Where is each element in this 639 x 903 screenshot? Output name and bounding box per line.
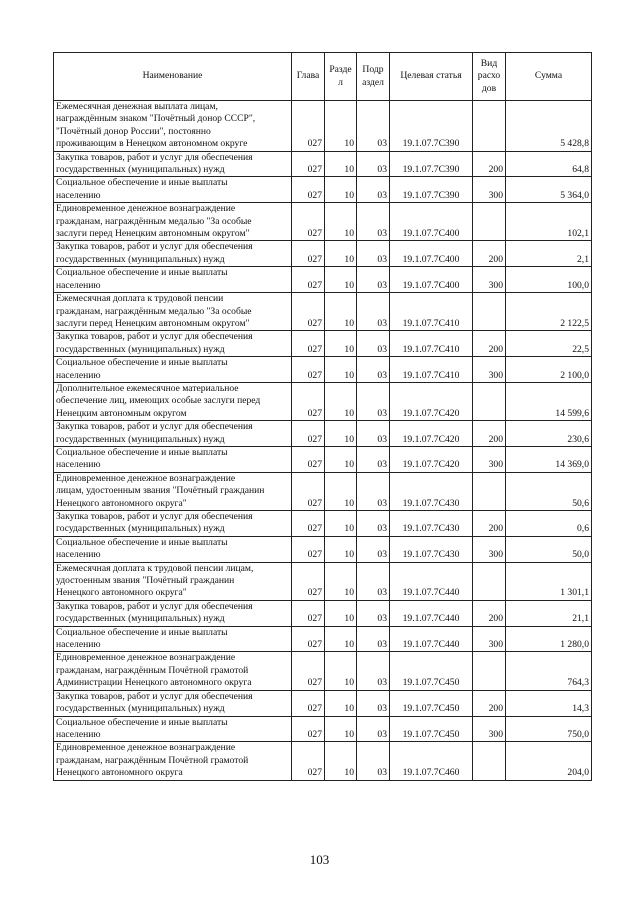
name-line: Закупка товаров, работ и услуг для обеспечения bbox=[56, 151, 253, 163]
cell-podrazdel: 03 bbox=[357, 203, 390, 241]
table-row bbox=[54, 652, 592, 690]
cell-name bbox=[54, 690, 292, 716]
name-line: Закупка товаров, работ и услуг для обеспечения bbox=[56, 241, 253, 253]
name-line: населению bbox=[56, 549, 101, 561]
cell-sum: 0,6 bbox=[506, 511, 592, 537]
cell-sum: 230,6 bbox=[506, 421, 592, 447]
cell-name bbox=[54, 382, 292, 420]
name-line: Ежемесячная денежная выплата лицам, bbox=[56, 101, 218, 112]
name-line: Единовременное денежное вознаграждение bbox=[56, 203, 236, 215]
cell-glava: 027 bbox=[292, 626, 325, 652]
name-line: государственных (муниципальных) нужд bbox=[56, 613, 225, 625]
table-row bbox=[54, 626, 592, 652]
cell-name bbox=[54, 562, 292, 600]
name-line: гражданам, награждённым Почётной грамотой bbox=[56, 664, 249, 676]
cell-glava: 027 bbox=[292, 382, 325, 420]
cell-razdel: 10 bbox=[325, 600, 357, 626]
cell-name bbox=[54, 241, 292, 267]
table-row bbox=[54, 267, 592, 293]
cell-sum: 750,0 bbox=[506, 716, 592, 742]
cell-name bbox=[54, 267, 292, 293]
cell-razdel: 10 bbox=[325, 472, 357, 510]
cell-glava: 027 bbox=[292, 690, 325, 716]
cell-razdel: 10 bbox=[325, 267, 357, 293]
cell-sum: 2 122,5 bbox=[506, 293, 592, 331]
cell-sum: 764,3 bbox=[506, 652, 592, 690]
cell-target: 19.1.07.7С390 bbox=[390, 177, 473, 203]
cell-target: 19.1.07.7С450 bbox=[390, 652, 473, 690]
name-line: Социальное обеспечение и иные выплаты bbox=[56, 446, 228, 458]
name-line: Закупка товаров, работ и услуг для обеспечения bbox=[56, 421, 253, 433]
name-line: проживающим в Ненецком автономном округе bbox=[56, 138, 248, 150]
cell-podrazdel: 03 bbox=[357, 382, 390, 420]
table-row bbox=[54, 293, 592, 331]
cell-razdel: 10 bbox=[325, 151, 357, 177]
table-row bbox=[54, 382, 592, 420]
cell-sum: 21,1 bbox=[506, 600, 592, 626]
table-row bbox=[54, 536, 592, 562]
cell-glava: 027 bbox=[292, 472, 325, 510]
cell-glava: 027 bbox=[292, 357, 325, 383]
cell-podrazdel: 03 bbox=[357, 690, 390, 716]
cell-target: 19.1.07.7С440 bbox=[390, 626, 473, 652]
cell-razdel: 10 bbox=[325, 203, 357, 241]
cell-podrazdel: 03 bbox=[357, 357, 390, 383]
name-line: Ежемесячная доплата к трудовой пенсии bbox=[56, 293, 224, 305]
name-line: Единовременное денежное вознаграждение bbox=[56, 742, 236, 754]
name-line: населению bbox=[56, 459, 101, 471]
cell-vid: 300 bbox=[473, 177, 506, 203]
cell-glava: 027 bbox=[292, 203, 325, 241]
cell-glava: 027 bbox=[292, 652, 325, 690]
cell-sum: 1 280,0 bbox=[506, 626, 592, 652]
cell-glava: 027 bbox=[292, 101, 325, 152]
cell-podrazdel: 03 bbox=[357, 421, 390, 447]
cell-name bbox=[54, 716, 292, 742]
name-line: государственных (муниципальных) нужд bbox=[56, 433, 225, 445]
header-podrazdel: Подр аздел bbox=[357, 53, 390, 101]
cell-podrazdel: 03 bbox=[357, 652, 390, 690]
cell-target: 19.1.07.7С410 bbox=[390, 331, 473, 357]
cell-sum: 100,0 bbox=[506, 267, 592, 293]
cell-target: 19.1.07.7С460 bbox=[390, 742, 473, 780]
name-line: Ежемесячная доплата к трудовой пенсии лицам, bbox=[56, 562, 254, 574]
cell-glava: 027 bbox=[292, 716, 325, 742]
cell-name bbox=[54, 652, 292, 690]
cell-razdel: 10 bbox=[325, 101, 357, 152]
cell-vid: 300 bbox=[473, 267, 506, 293]
header-razdel: Разде л bbox=[325, 53, 357, 101]
cell-razdel: 10 bbox=[325, 742, 357, 780]
name-line: государственных (муниципальных) нужд bbox=[56, 523, 225, 535]
name-line: населению bbox=[56, 279, 101, 291]
name-line: Ненецкого автономного округа" bbox=[56, 587, 187, 599]
name-line: государственных (муниципальных) нужд bbox=[56, 253, 225, 265]
cell-vid bbox=[473, 203, 506, 241]
cell-vid: 200 bbox=[473, 241, 506, 267]
cell-razdel: 10 bbox=[325, 511, 357, 537]
table-body bbox=[54, 101, 592, 781]
cell-name bbox=[54, 421, 292, 447]
cell-glava: 027 bbox=[292, 177, 325, 203]
cell-razdel: 10 bbox=[325, 652, 357, 690]
cell-glava: 027 bbox=[292, 151, 325, 177]
cell-sum: 50,0 bbox=[506, 536, 592, 562]
cell-vid: 300 bbox=[473, 357, 506, 383]
cell-vid bbox=[473, 562, 506, 600]
cell-podrazdel: 03 bbox=[357, 151, 390, 177]
header-target: Целевая статья bbox=[390, 53, 473, 101]
table-row bbox=[54, 472, 592, 510]
cell-name bbox=[54, 331, 292, 357]
name-line: населению bbox=[56, 189, 101, 201]
cell-razdel: 10 bbox=[325, 177, 357, 203]
cell-vid bbox=[473, 742, 506, 780]
name-line: Единовременное денежное вознаграждение bbox=[56, 652, 236, 664]
table-row bbox=[54, 203, 592, 241]
cell-name bbox=[54, 151, 292, 177]
name-line: населению bbox=[56, 728, 101, 740]
name-line: Закупка товаров, работ и услуг для обеспечения bbox=[56, 511, 253, 522]
cell-name bbox=[54, 101, 292, 152]
table-row bbox=[54, 331, 592, 357]
name-line: "Почётный донор России", постоянно bbox=[56, 125, 211, 137]
cell-target: 19.1.07.7С430 bbox=[390, 536, 473, 562]
table-row bbox=[54, 177, 592, 203]
cell-podrazdel: 03 bbox=[357, 626, 390, 652]
cell-sum: 5 364,0 bbox=[506, 177, 592, 203]
table-header-row bbox=[54, 53, 592, 101]
cell-razdel: 10 bbox=[325, 562, 357, 600]
name-line: гражданам, награждённым медалью "За особые bbox=[56, 215, 252, 227]
cell-sum: 14 369,0 bbox=[506, 446, 592, 472]
cell-glava: 027 bbox=[292, 267, 325, 293]
name-line: награждённым знаком "Почётный донор СССР", bbox=[56, 113, 256, 125]
cell-podrazdel: 03 bbox=[357, 241, 390, 267]
cell-glava: 027 bbox=[292, 562, 325, 600]
cell-vid bbox=[473, 472, 506, 510]
cell-razdel: 10 bbox=[325, 382, 357, 420]
cell-target: 19.1.07.7С390 bbox=[390, 151, 473, 177]
cell-podrazdel: 03 bbox=[357, 742, 390, 780]
cell-target: 19.1.07.7С410 bbox=[390, 357, 473, 383]
cell-name bbox=[54, 600, 292, 626]
name-line: Закупка товаров, работ и услуг для обеспечения bbox=[56, 690, 253, 702]
cell-glava: 027 bbox=[292, 446, 325, 472]
cell-podrazdel: 03 bbox=[357, 562, 390, 600]
cell-sum: 64,8 bbox=[506, 151, 592, 177]
cell-vid: 200 bbox=[473, 331, 506, 357]
cell-podrazdel: 03 bbox=[357, 600, 390, 626]
header-glava: Глава bbox=[292, 53, 325, 101]
table-row bbox=[54, 357, 592, 383]
name-line: гражданам, награждённым медалью "За особые bbox=[56, 305, 252, 317]
cell-target: 19.1.07.7С420 bbox=[390, 382, 473, 420]
cell-podrazdel: 03 bbox=[357, 716, 390, 742]
name-line: государственных (муниципальных) нужд bbox=[56, 703, 225, 715]
cell-razdel: 10 bbox=[325, 293, 357, 331]
cell-target: 19.1.07.7С420 bbox=[390, 421, 473, 447]
cell-podrazdel: 03 bbox=[357, 472, 390, 510]
cell-podrazdel: 03 bbox=[357, 293, 390, 331]
cell-glava: 027 bbox=[292, 241, 325, 267]
cell-sum: 50,6 bbox=[506, 472, 592, 510]
cell-target: 19.1.07.7С440 bbox=[390, 562, 473, 600]
name-line: Социальное обеспечение и иные выплаты bbox=[56, 536, 228, 548]
table-row bbox=[54, 511, 592, 537]
cell-sum: 102,1 bbox=[506, 203, 592, 241]
cell-podrazdel: 03 bbox=[357, 536, 390, 562]
cell-vid: 200 bbox=[473, 690, 506, 716]
name-line: Социальное обеспечение и иные выплаты bbox=[56, 267, 228, 279]
table-row bbox=[54, 562, 592, 600]
cell-name bbox=[54, 742, 292, 780]
cell-podrazdel: 03 bbox=[357, 331, 390, 357]
cell-glava: 027 bbox=[292, 293, 325, 331]
header-name: Наименование bbox=[54, 53, 292, 101]
table-row bbox=[54, 421, 592, 447]
cell-sum: 2 100,0 bbox=[506, 357, 592, 383]
cell-razdel: 10 bbox=[325, 446, 357, 472]
name-line: Закупка товаров, работ и услуг для обеспечения bbox=[56, 600, 253, 612]
cell-razdel: 10 bbox=[325, 357, 357, 383]
name-line: населению bbox=[56, 369, 101, 381]
cell-sum: 2,1 bbox=[506, 241, 592, 267]
cell-sum: 1 301,1 bbox=[506, 562, 592, 600]
cell-vid bbox=[473, 382, 506, 420]
name-line: заслуги перед Ненецким автономным округом" bbox=[56, 317, 250, 329]
name-line: Дополнительное ежемесячное материальное bbox=[56, 382, 239, 394]
cell-vid bbox=[473, 652, 506, 690]
table-row bbox=[54, 742, 592, 780]
cell-target: 19.1.07.7С400 bbox=[390, 203, 473, 241]
cell-razdel: 10 bbox=[325, 716, 357, 742]
cell-target: 19.1.07.7С430 bbox=[390, 472, 473, 510]
table-row bbox=[54, 101, 592, 152]
cell-target: 19.1.07.7С450 bbox=[390, 690, 473, 716]
cell-razdel: 10 bbox=[325, 690, 357, 716]
cell-vid: 300 bbox=[473, 626, 506, 652]
name-line: Закупка товаров, работ и услуг для обеспечения bbox=[56, 331, 253, 343]
name-line: Социальное обеспечение и иные выплаты bbox=[56, 357, 228, 369]
cell-podrazdel: 03 bbox=[357, 177, 390, 203]
table-row bbox=[54, 446, 592, 472]
cell-target: 19.1.07.7С410 bbox=[390, 293, 473, 331]
cell-podrazdel: 03 bbox=[357, 267, 390, 293]
cell-name bbox=[54, 446, 292, 472]
cell-razdel: 10 bbox=[325, 241, 357, 267]
name-line: Ненецким автономным округом bbox=[56, 407, 187, 419]
cell-vid: 300 bbox=[473, 446, 506, 472]
table-row bbox=[54, 241, 592, 267]
cell-vid: 200 bbox=[473, 421, 506, 447]
cell-glava: 027 bbox=[292, 421, 325, 447]
name-line: Социальное обеспечение и иные выплаты bbox=[56, 177, 228, 189]
name-line: государственных (муниципальных) нужд bbox=[56, 164, 225, 176]
name-line: гражданам, награждённым Почётной грамотой bbox=[56, 754, 249, 766]
cell-name bbox=[54, 472, 292, 510]
name-line: удостоенным звания "Почётный гражданин bbox=[56, 575, 235, 587]
cell-sum: 204,0 bbox=[506, 742, 592, 780]
cell-target: 19.1.07.7С440 bbox=[390, 600, 473, 626]
cell-razdel: 10 bbox=[325, 536, 357, 562]
cell-target: 19.1.07.7С400 bbox=[390, 241, 473, 267]
cell-sum: 14,3 bbox=[506, 690, 592, 716]
cell-name bbox=[54, 511, 292, 537]
cell-podrazdel: 03 bbox=[357, 511, 390, 537]
cell-name bbox=[54, 536, 292, 562]
cell-glava: 027 bbox=[292, 742, 325, 780]
name-line: Единовременное денежное вознаграждение bbox=[56, 472, 236, 484]
name-line: Социальное обеспечение и иные выплаты bbox=[56, 716, 228, 728]
header-sum: Сумма bbox=[506, 53, 592, 101]
cell-target: 19.1.07.7С420 bbox=[390, 446, 473, 472]
name-line: лицам, удостоенным звания "Почётный гражданин bbox=[56, 485, 265, 497]
cell-name bbox=[54, 293, 292, 331]
cell-vid bbox=[473, 293, 506, 331]
cell-name bbox=[54, 177, 292, 203]
name-line: Ненецкого автономного округа" bbox=[56, 497, 187, 509]
cell-razdel: 10 bbox=[325, 421, 357, 447]
cell-vid: 200 bbox=[473, 151, 506, 177]
cell-glava: 027 bbox=[292, 511, 325, 537]
cell-sum: 5 428,8 bbox=[506, 101, 592, 152]
name-line: государственных (муниципальных) нужд bbox=[56, 343, 225, 355]
cell-target: 19.1.07.7С430 bbox=[390, 511, 473, 537]
cell-name bbox=[54, 626, 292, 652]
cell-glava: 027 bbox=[292, 600, 325, 626]
cell-target: 19.1.07.7С400 bbox=[390, 267, 473, 293]
budget-table bbox=[53, 52, 592, 781]
table-row bbox=[54, 690, 592, 716]
cell-razdel: 10 bbox=[325, 626, 357, 652]
name-line: Ненецкого автономного округа bbox=[56, 767, 183, 779]
cell-vid bbox=[473, 101, 506, 152]
table-row bbox=[54, 716, 592, 742]
name-line: заслуги перед Ненецким автономным округом" bbox=[56, 228, 250, 240]
table-row bbox=[54, 151, 592, 177]
name-line: Администрации Ненецкого автономного округа bbox=[56, 677, 252, 689]
cell-target: 19.1.07.7С390 bbox=[390, 101, 473, 152]
table-row bbox=[54, 600, 592, 626]
cell-glava: 027 bbox=[292, 331, 325, 357]
cell-vid: 300 bbox=[473, 536, 506, 562]
cell-target: 19.1.07.7С450 bbox=[390, 716, 473, 742]
header-vid: Вид расхо дов bbox=[473, 53, 506, 101]
cell-name bbox=[54, 357, 292, 383]
cell-vid: 200 bbox=[473, 511, 506, 537]
cell-sum: 14 599,6 bbox=[506, 382, 592, 420]
cell-name bbox=[54, 203, 292, 241]
cell-glava: 027 bbox=[292, 536, 325, 562]
cell-vid: 200 bbox=[473, 600, 506, 626]
page-number: 103 bbox=[309, 852, 330, 867]
cell-podrazdel: 03 bbox=[357, 101, 390, 152]
cell-razdel: 10 bbox=[325, 331, 357, 357]
name-line: Социальное обеспечение и иные выплаты bbox=[56, 626, 228, 638]
name-line: обеспечение лиц, имеющих особые заслуги перед bbox=[56, 395, 261, 407]
cell-vid: 300 bbox=[473, 716, 506, 742]
cell-podrazdel: 03 bbox=[357, 446, 390, 472]
cell-sum: 22,5 bbox=[506, 331, 592, 357]
name-line: населению bbox=[56, 639, 101, 651]
